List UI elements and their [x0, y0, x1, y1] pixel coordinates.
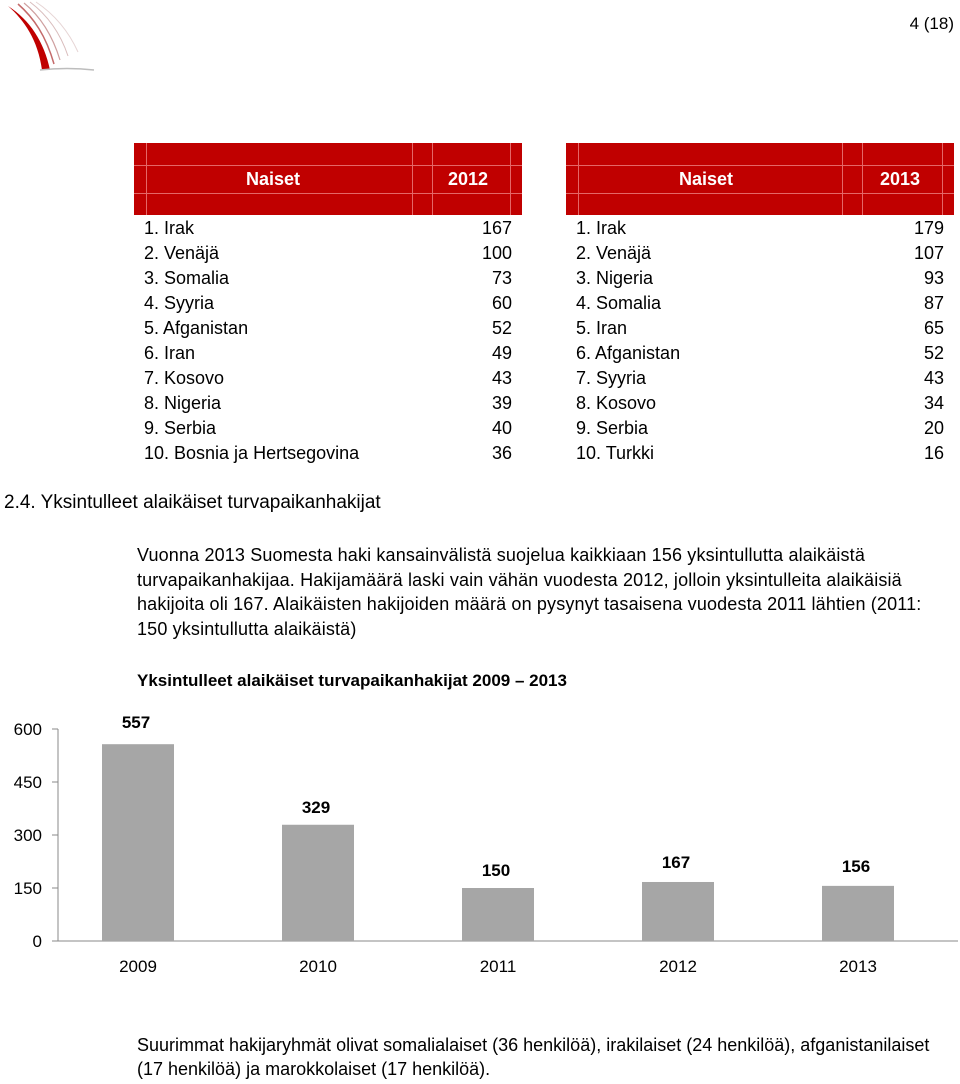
- table-body: [134, 216, 522, 466]
- country-name: 6. Afganistan: [576, 343, 681, 363]
- country-name: 9. Serbia: [144, 418, 217, 438]
- count-value: 16: [923, 443, 944, 463]
- logo: [4, 0, 99, 80]
- count-value: 40: [491, 418, 512, 438]
- country-name: 5. Afganistan: [144, 318, 249, 338]
- count-value: 36: [491, 443, 512, 463]
- count-value: 52: [491, 318, 512, 338]
- table-row: [134, 391, 522, 416]
- country-name: 10. Bosnia ja Hertsegovina: [144, 443, 360, 463]
- count-value: 43: [923, 368, 944, 388]
- x-tick-label: 2012: [659, 957, 697, 976]
- page-number: 4 (18): [909, 14, 954, 33]
- country-name: 1. Irak: [144, 218, 195, 238]
- table-row: [134, 366, 522, 391]
- count-value: 100: [481, 243, 512, 263]
- y-tick-label: 450: [13, 773, 42, 792]
- bar-value-label: 329: [301, 797, 331, 817]
- wing-logo-icon: [4, 0, 99, 75]
- table-row: [566, 291, 954, 316]
- country-name: 9. Serbia: [576, 418, 649, 438]
- y-tick-label: 0: [32, 932, 42, 951]
- table-body: [566, 216, 954, 466]
- bar-value-label: 557: [121, 713, 151, 733]
- country-name: 5. Iran: [576, 318, 628, 338]
- country-name: 3. Somalia: [144, 268, 230, 288]
- table-row: [566, 266, 954, 291]
- count-value: 60: [491, 293, 512, 313]
- count-value: 87: [923, 293, 944, 313]
- country-name: 2. Venäjä: [144, 243, 220, 263]
- table-year: 2012: [448, 169, 489, 189]
- bars: [102, 744, 894, 941]
- footer-paragraph: Suurimmat hakijaryhmät olivat somalialaiset (36 henkilöä), irakilaiset (24 henkilöä), afganistanilaiset (17 henkilöä) ja marokkolaiset (17 henkilöä).: [137, 1035, 930, 1079]
- table-row: [134, 266, 522, 291]
- count-value: 20: [923, 418, 944, 438]
- table-row: [566, 316, 954, 341]
- country-name: 6. Iran: [144, 343, 196, 363]
- table-header: [134, 143, 522, 215]
- country-name: 8. Nigeria: [144, 393, 222, 413]
- table-row: [134, 416, 522, 441]
- table-row: [566, 441, 954, 466]
- bar: [282, 825, 354, 941]
- table-row: [134, 316, 522, 341]
- x-tick-label: 2013: [839, 957, 877, 976]
- country-name: 4. Somalia: [576, 293, 662, 313]
- table-row: [566, 341, 954, 366]
- x-tick-label: 2011: [479, 957, 517, 976]
- y-tick-label: 150: [13, 879, 42, 898]
- table-row: [566, 216, 954, 241]
- table-row: [134, 291, 522, 316]
- country-name: 7. Syyria: [576, 368, 647, 388]
- x-axis: [119, 957, 877, 976]
- table-2013: [566, 143, 954, 466]
- table-row: [134, 241, 522, 266]
- count-value: 107: [913, 243, 944, 263]
- count-value: 73: [491, 268, 512, 288]
- bar-chart: [0, 700, 960, 990]
- x-tick-label: 2010: [299, 957, 337, 976]
- bar-value-labels: [122, 713, 870, 880]
- table-row: [566, 241, 954, 266]
- bar: [462, 888, 534, 941]
- country-name: 8. Kosovo: [576, 393, 657, 413]
- country-name: 4. Syyria: [144, 293, 215, 313]
- table-row: [134, 216, 522, 241]
- count-value: 49: [491, 343, 512, 363]
- table-title: Naiset: [679, 169, 734, 189]
- country-name: 10. Turkki: [576, 443, 655, 463]
- bar-value-label: 150: [481, 861, 511, 880]
- bar-value-label: 156: [841, 856, 871, 876]
- bar: [822, 886, 894, 941]
- chart-title: Yksintulleet alaikäiset turvapaikanhakijat 2009 – 2013: [137, 671, 567, 690]
- table-row: [134, 441, 522, 466]
- country-name: 3. Nigeria: [576, 268, 654, 288]
- count-value: 179: [913, 218, 944, 238]
- table-title: Naiset: [246, 169, 301, 189]
- intro-paragraph: Vuonna 2013 Suomesta haki kansainvälistä suojelua kaikkiaan 156 yksintullutta alaikäistä turvapaikanhakijaa. Hakijamäärä laski vain vähän vuodesta 2012, jolloin yksintulleita alaikäisiä hakijoita oli 167. Alaikäisten hakijoiden määrä on pysynyt tasaisena vuodesta 2011 lähtien (2011: 150 yksintullutta alaikäistä): [137, 545, 922, 639]
- count-value: 65: [923, 318, 944, 338]
- count-value: 43: [491, 368, 512, 388]
- table-2012: [134, 143, 522, 466]
- count-value: 167: [481, 218, 512, 238]
- country-name: 1. Irak: [576, 218, 627, 238]
- table-year: 2013: [880, 169, 921, 189]
- x-tick-label: 2009: [119, 957, 157, 976]
- count-value: 52: [923, 343, 944, 363]
- table-header: [566, 143, 954, 215]
- section-heading: 2.4. Yksintulleet alaikäiset turvapaikanhakijat: [4, 492, 381, 513]
- table-row: [566, 416, 954, 441]
- y-tick-label: 600: [13, 720, 42, 739]
- country-name: 2. Venäjä: [576, 243, 652, 263]
- count-value: 93: [923, 268, 944, 288]
- table-row: [566, 366, 954, 391]
- bar: [642, 882, 714, 941]
- y-tick-label: 300: [13, 826, 42, 845]
- bar-value-label: 167: [661, 852, 691, 872]
- count-value: 39: [491, 393, 512, 413]
- country-name: 7. Kosovo: [144, 368, 225, 388]
- table-row: [134, 341, 522, 366]
- bar: [102, 744, 174, 941]
- table-row: [566, 391, 954, 416]
- count-value: 34: [923, 393, 944, 413]
